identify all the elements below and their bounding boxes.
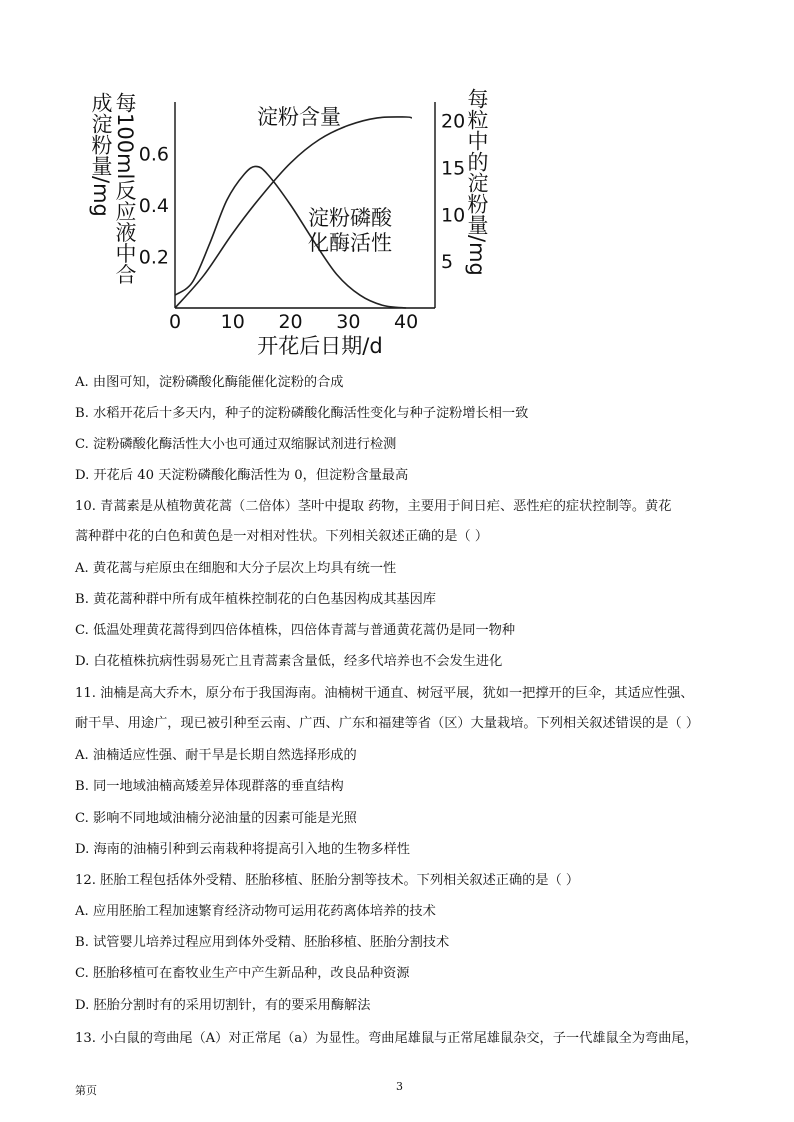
x-tick-label: 10 (220, 311, 245, 333)
text-line-q11d: D. 海南的油楠引种到云南栽种将提高引入地的生物多样性 (75, 842, 410, 857)
text-line-q12d: D. 胚胎分割时有的采用切割针，有的要采用酶解法 (75, 998, 371, 1013)
text-line-q9d: D. 开花后 40 天淀粉磷酸化酶活性为 0，但淀粉含量最高 (75, 468, 409, 483)
left-axis-label-col1: 成淀粉量/mg (89, 92, 113, 217)
right-tick-label: 10 (441, 204, 466, 227)
left-tick-label: 0.4 (138, 195, 169, 217)
text-line-q9c: C. 淀粉磷酸化酶活性大小也可通过双缩脲试剂进行检测 (75, 437, 397, 452)
text-line-q9b: B. 水稻开花后十多天内，种子的淀粉磷酸化酶活性变化与种子淀粉增长相一致 (75, 406, 529, 421)
curve-label-starch: 淀粉含量 (257, 105, 341, 129)
x-tick-label: 20 (278, 311, 303, 333)
left-tick-label: 0.2 (138, 246, 169, 269)
text-line-q10_2: 蒿种群中花的白色和黄色是一对相对性状。下列相关叙述正确的是（ ） (75, 529, 489, 544)
right-axis-label: 每粒中的淀粉量/mg (465, 88, 489, 276)
text-line-q13_1: 13. 小白鼠的弯曲尾（A）对正常尾（a）为显性。弯曲尾雄鼠与正常尾雄鼠杂交，子一代雄鼠全为弯曲尾， (75, 1031, 698, 1046)
text-line-q10a: A. 黄花蒿与疟原虫在细胞和大分子层次上均具有统一性 (75, 561, 397, 576)
curve-label-enzyme-line2: 化酶活性 (308, 231, 392, 255)
x-tick-label: 40 (394, 311, 419, 333)
text-line-q12c: C. 胚胎移植可在畜牧业生产中产生新品种，改良品种资源 (75, 966, 410, 981)
x-tick-label: 30 (336, 311, 361, 333)
right-tick-label: 20 (441, 110, 466, 133)
right-tick-label: 15 (441, 157, 466, 180)
left-tick-label: 0.6 (138, 143, 169, 166)
text-line-q10d: D. 白花植株抗病性弱易死亡且青蒿素含量低，经多代培养也不会发生进化 (75, 654, 503, 669)
text-line-q12a: A. 应用胚胎工程加速繁育经济动物可运用花药离体培养的技术 (75, 904, 436, 919)
text-line-q9a: A. 由图可知，淀粉磷酸化酶能催化淀粉的合成 (75, 375, 344, 390)
text-line-q10b: B. 黄花蒿种群中所有成年植株控制花的白色基因构成其基因库 (75, 592, 436, 607)
page-number: 3 (396, 1080, 403, 1093)
text-line-q11c: C. 影响不同地域油楠分泌油量的因素可能是光照 (75, 811, 357, 826)
text-line-q11b: B. 同一地域油楠高矮差异体现群落的垂直结构 (75, 779, 344, 794)
text-line-q11a: A. 油楠适应性强、耐干旱是长期自然选择形成的 (75, 748, 357, 763)
curve-label-enzyme-line1: 淀粉磷酸 (308, 206, 392, 230)
starch-chart (80, 80, 500, 360)
text-line-q12b: B. 试管婴儿培养过程应用到体外受精、胚胎移植、胚胎分割技术 (75, 935, 450, 950)
footer-label: 第页 (75, 1084, 97, 1097)
text-line-q12_1: 12. 胚胎工程包括体外受精、胚胎移植、胚胎分割等技术。下列相关叙述正确的是（ ） (75, 873, 580, 888)
right-tick-label: 5 (441, 251, 454, 274)
chart-svg (80, 80, 500, 360)
x-axis-label: 开花后日期/d (257, 334, 383, 358)
text-line-q11_2: 耐干旱、用途广，现已被引种至云南、广西、广东和福建等省（区）大量栽培。下列相关叙述错误的是（ ） (75, 716, 700, 731)
x-tick-label: 0 (168, 311, 182, 333)
text-line-q11_1: 11. 油楠是高大乔木，原分布于我国海南。油楠树干通直、树冠平展，犹如一把撑开的巨伞，其适应性强、 (75, 686, 694, 701)
text-line-q10_1: 10. 青蒿素是从植物黄花蒿（二倍体）茎叶中提取 药物，主要用于间日疟、恶性疟的症状控制等。黄花 (75, 499, 672, 514)
left-axis-label-col2: 每100ml反应液中合 (113, 92, 137, 285)
text-line-q10c: C. 低温处理黄花蒿得到四倍体植株，四倍体青蒿与普通黄花蒿仍是同一物种 (75, 623, 516, 638)
